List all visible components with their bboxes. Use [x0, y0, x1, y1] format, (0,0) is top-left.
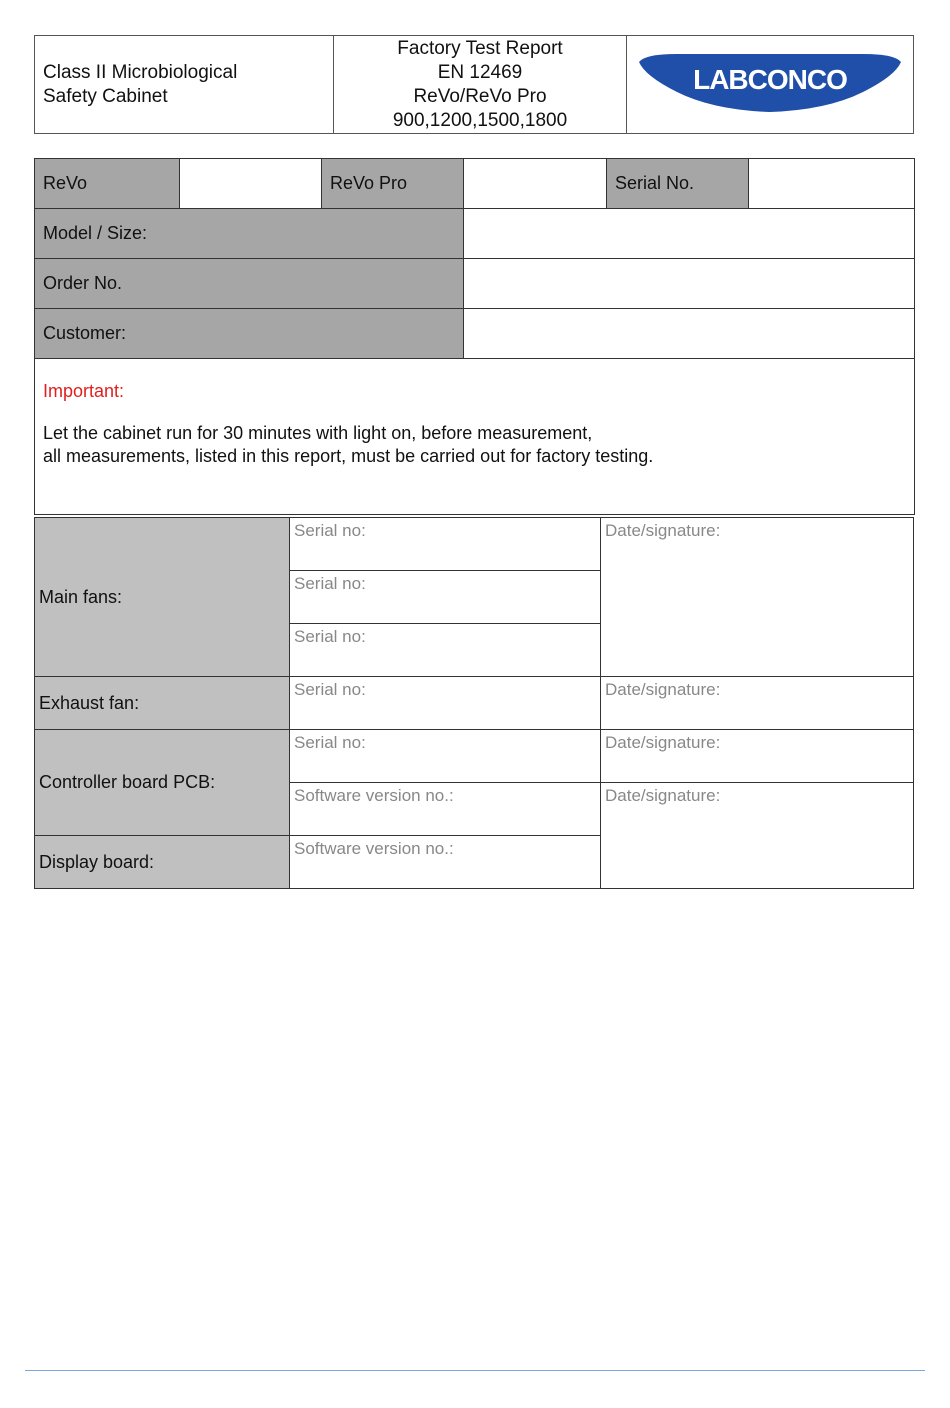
controller-board-label: Controller board PCB: — [35, 730, 290, 836]
important-notes — [35, 359, 915, 515]
exhaust-fan-label: Exhaust fan: — [35, 677, 290, 730]
main-fan-serial-field[interactable]: Serial no: — [290, 624, 601, 677]
report-title-line: Factory Test Report — [397, 37, 563, 59]
report-standard-line: EN 12469 — [437, 61, 523, 83]
main-fan-serial-field[interactable]: Serial no: — [290, 518, 601, 571]
revo-pro-field[interactable] — [464, 159, 607, 209]
customer-label: Customer: — [35, 309, 464, 359]
serial-number-label: Serial No. — [607, 159, 749, 209]
model-size-label: Model / Size: — [35, 209, 464, 259]
cabinet-title-line: Safety Cabinet — [43, 85, 168, 107]
report-title — [334, 36, 627, 134]
main-fan-serial-field[interactable]: Serial no: — [290, 571, 601, 624]
labconco-logo — [637, 48, 903, 116]
important-label: Important: — [43, 381, 125, 401]
customer-field[interactable] — [464, 309, 915, 359]
main-fans-label: Main fans: — [35, 518, 290, 677]
logo-text: LABCONCO — [693, 64, 847, 95]
report-header — [34, 35, 914, 134]
report-model-line: ReVo/ReVo Pro — [413, 85, 547, 107]
revo-label: ReVo — [35, 159, 180, 209]
model-size-field[interactable] — [464, 209, 915, 259]
logo-cell — [627, 36, 914, 134]
main-fans-signature-field[interactable]: Date/signature: — [601, 518, 914, 677]
controller-serial-field[interactable]: Serial no: — [290, 730, 601, 783]
cabinet-title — [35, 36, 334, 134]
controller-software-field[interactable]: Software version no.: — [290, 783, 601, 836]
controller-signature-field[interactable]: Date/signature: — [601, 730, 914, 783]
cabinet-info-table — [34, 158, 915, 515]
software-signature-field[interactable]: Date/signature: — [601, 783, 914, 889]
revo-field[interactable] — [180, 159, 322, 209]
serial-number-field[interactable] — [749, 159, 915, 209]
cabinet-title-line: Class II Microbiological — [43, 61, 238, 83]
display-software-field[interactable]: Software version no.: — [290, 836, 601, 889]
note-line: Let the cabinet run for 30 minutes with light on, before measurement, — [43, 423, 593, 443]
exhaust-fan-signature-field[interactable]: Date/signature: — [601, 677, 914, 730]
revo-pro-label: ReVo Pro — [322, 159, 464, 209]
order-number-field[interactable] — [464, 259, 915, 309]
components-table — [34, 517, 914, 889]
note-line: all measurements, listed in this report, must be carried out for factory testing. — [43, 446, 654, 466]
footer-rule — [25, 1370, 925, 1371]
exhaust-fan-serial-field[interactable]: Serial no: — [290, 677, 601, 730]
display-board-label: Display board: — [35, 836, 290, 889]
order-number-label: Order No. — [35, 259, 464, 309]
report-sizes-line: 900,1200,1500,1800 — [392, 109, 568, 131]
